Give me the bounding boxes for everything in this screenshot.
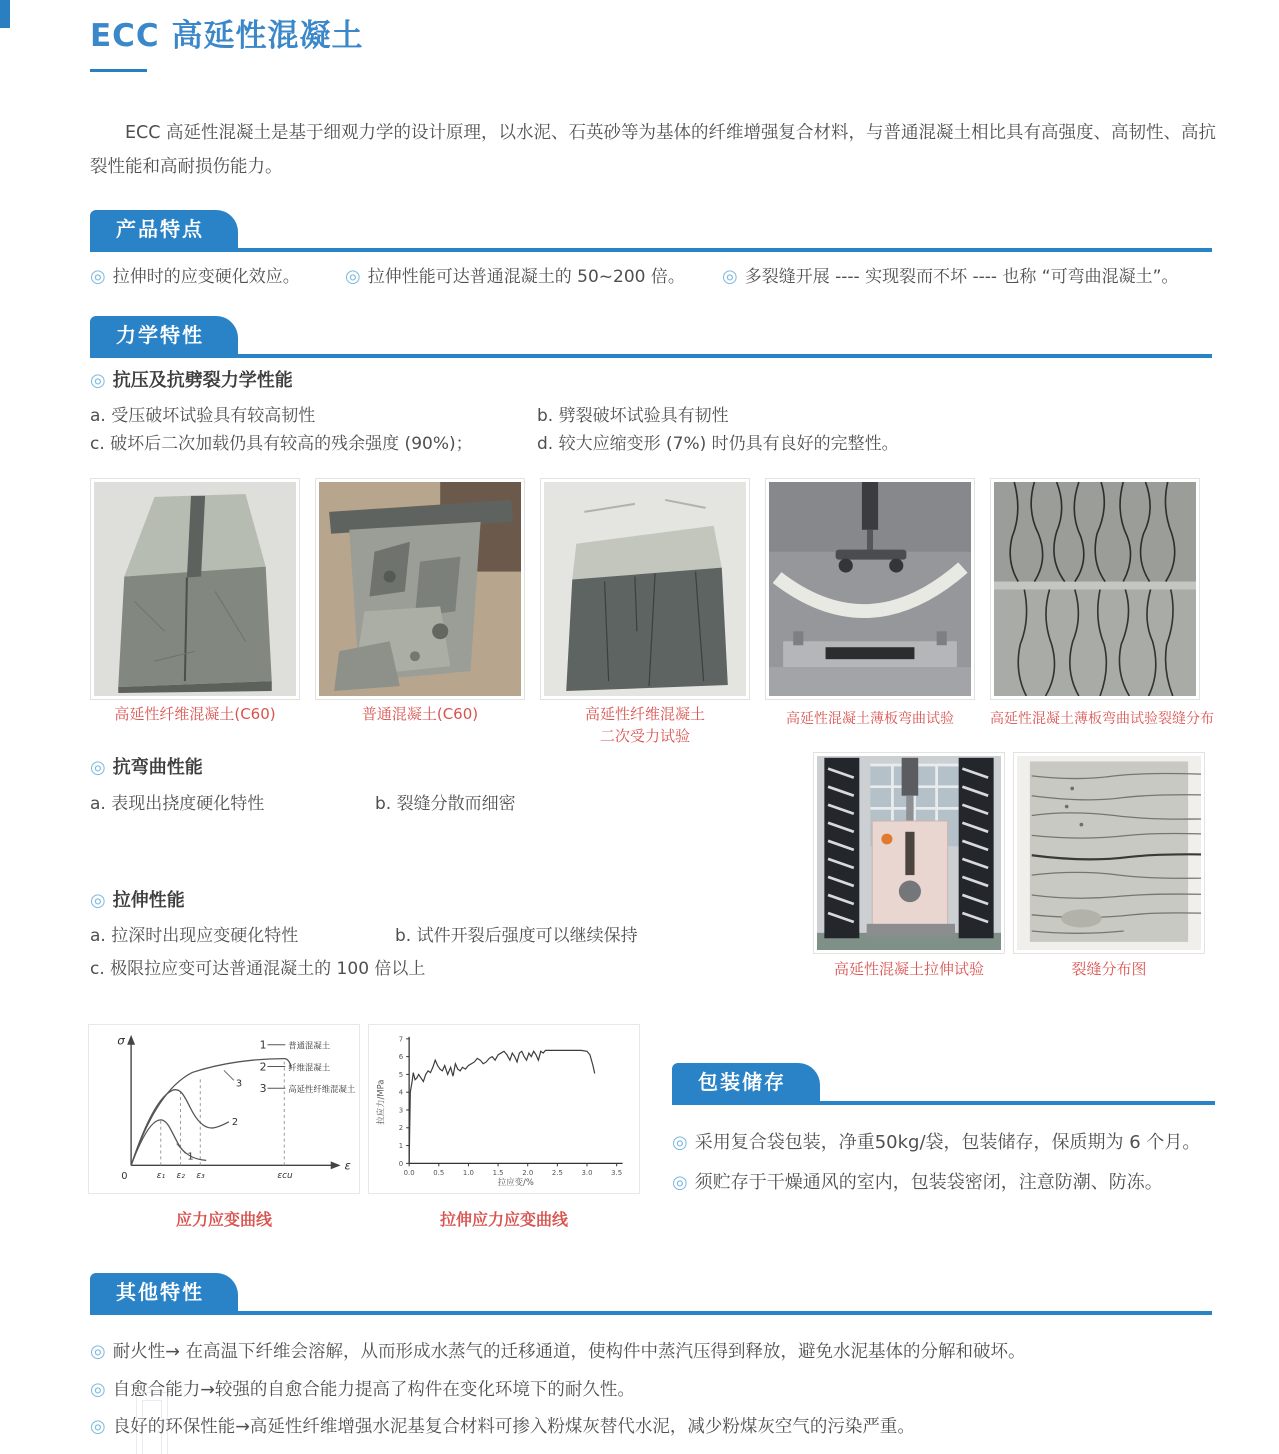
legend-key: 3 <box>259 1082 267 1096</box>
tension-item-a: a. 拉深时出现应变硬化特性 <box>90 926 299 946</box>
background-watermark <box>128 1392 180 1454</box>
compression-heading <box>90 366 293 392</box>
svg-text:0.0: 0.0 <box>403 1169 415 1178</box>
chart2-ylabel: 拉应力/MPa <box>375 1079 386 1125</box>
chart2-xlabel: 拉应变/% <box>497 1177 534 1188</box>
svg-text:2.0: 2.0 <box>522 1169 534 1178</box>
svg-text:6: 6 <box>398 1053 404 1062</box>
compression-heading-text: 抗压及抗劈裂力学性能 <box>112 370 293 391</box>
chart2-data-line <box>409 1050 595 1163</box>
ring-bullet-icon: ◎ <box>90 1416 106 1437</box>
feature-bullet-text: 多裂缝开展 ---- 实现裂而不坏 ---- 也称 “可弯曲混凝土”。 <box>744 267 1179 287</box>
compression-item-c: c. 破坏后二次加载仍具有较高的残余强度 (90%)； <box>90 434 473 454</box>
photo-crack-distribution-art <box>1017 756 1201 950</box>
photo-bending-crack-pattern <box>990 478 1200 700</box>
photo-normal-concrete-art <box>319 482 521 696</box>
corner-accent-bar <box>0 0 10 28</box>
photo-caption <box>540 703 750 747</box>
other-bullet <box>90 1413 915 1438</box>
packaging-bullet <box>672 1168 1163 1194</box>
compression-item-a: a. 受压破坏试验具有较高韧性 <box>90 406 316 426</box>
svg-text:7: 7 <box>398 1035 404 1044</box>
chart1-tick: ε₂ <box>176 1171 185 1182</box>
svg-text:2.5: 2.5 <box>551 1169 563 1178</box>
feature-bullet <box>90 262 300 287</box>
photo-normal-concrete-specimen <box>315 478 525 700</box>
photo-caption <box>813 958 1005 980</box>
section-header-mechanical <box>90 316 238 354</box>
svg-text:0.5: 0.5 <box>433 1169 445 1178</box>
photo-caption-text: 高延性混凝土拉伸试验 <box>833 960 984 978</box>
packaging-bullet-text: 须贮存于干燥通风的室内，包装袋密闭，注意防潮、防冻。 <box>694 1172 1163 1193</box>
legend-key: 1 <box>259 1038 267 1052</box>
photo-ecc-compression-art <box>94 482 296 696</box>
chart1-curve-1 <box>131 1120 206 1165</box>
photo-thin-plate-bending-art <box>769 482 971 696</box>
ring-bullet-icon: ◎ <box>672 1132 688 1153</box>
ring-bullet-icon: ◎ <box>722 266 738 287</box>
photo-caption <box>990 708 1214 730</box>
svg-text:3: 3 <box>398 1106 404 1115</box>
photo-thin-plate-bending-test <box>765 478 975 700</box>
photo-caption-text: 高延性混凝土薄板弯曲试验 <box>786 711 954 727</box>
photo-tensile-machine-art <box>817 756 1001 950</box>
chart1-legend <box>260 1039 356 1095</box>
bending-heading-text: 抗弯曲性能 <box>112 757 203 778</box>
chart2-caption: 拉伸应力应变曲线 <box>439 1210 568 1229</box>
photo-caption <box>765 708 975 730</box>
legend-label: 纤维混凝土 <box>288 1062 331 1073</box>
bending-heading <box>90 753 203 779</box>
chart1-curve-label: 3 <box>235 1078 243 1090</box>
section-header-features <box>90 210 238 248</box>
photo-caption <box>1013 958 1205 980</box>
photo-caption <box>90 703 300 725</box>
photo-crack-distribution-specimen <box>1013 752 1205 954</box>
legend-label: 普通混凝土 <box>288 1040 331 1051</box>
svg-text:1.0: 1.0 <box>462 1169 474 1178</box>
photo-ecc-reload-art <box>544 482 746 696</box>
other-bullet-text: 良好的环保性能→高延性纤维增强水泥基复合材料可掺入粉煤灰替代水泥，减少粉煤灰空气的污染严重。 <box>112 1417 915 1437</box>
chart1-tick: εcu <box>277 1171 293 1182</box>
title-underline <box>90 69 147 72</box>
chart1-origin: 0 <box>121 1171 128 1183</box>
chart1-curve-label: 1 <box>187 1151 194 1163</box>
stress-strain-schematic-chart <box>88 1024 360 1194</box>
feature-bullet-text: 拉伸性能可达普通混凝土的 50~200 倍。 <box>367 267 685 287</box>
svg-text:5: 5 <box>398 1070 404 1079</box>
packaging-bullet <box>672 1128 1200 1154</box>
feature-bullet <box>722 262 1178 287</box>
bending-item-b: b. 裂缝分散而细密 <box>375 794 516 814</box>
other-bullet <box>90 1338 1025 1363</box>
ring-bullet-icon: ◎ <box>90 757 106 778</box>
section-rule-mechanical <box>90 354 1212 358</box>
ring-bullet-icon: ◎ <box>90 890 106 911</box>
compression-item-d: d. 较大应缩变形 (7%) 时仍具有良好的完整性。 <box>537 434 899 454</box>
svg-text:4: 4 <box>398 1088 404 1097</box>
section-header-packaging <box>672 1063 820 1101</box>
legend-label: 高延性纤维混凝土 <box>288 1084 356 1095</box>
intro-paragraph: ECC 高延性混凝土是基于细观力学的设计原理，以水泥、石英砂等为基体的纤维增强复合材料，与普通混凝土相比具有高强度、高韧性、高抗裂性能和高耐损伤能力。 <box>90 123 1217 177</box>
bending-item-a: a. 表现出挠度硬化特性 <box>90 794 265 814</box>
chart1-tick: ε₁ <box>156 1171 166 1182</box>
tensile-stress-strain-svg <box>369 1025 639 1193</box>
chart2-ticks <box>399 1035 622 1177</box>
svg-text:3.5: 3.5 <box>611 1169 623 1178</box>
section-tab-other: 其他特性 <box>90 1273 238 1311</box>
page-title: ECC 高延性混凝土 <box>90 18 364 54</box>
section-rule-packaging <box>672 1101 1215 1105</box>
other-bullet-text: 耐火性→ 在高温下纤维会溶解，从而形成水蒸气的迁移通道，使构件中蒸汽压得到释放，避免水泥基体的分解和破坏。 <box>112 1342 1026 1362</box>
section-header-other <box>90 1273 238 1311</box>
stress-strain-schematic-svg <box>89 1025 359 1193</box>
legend-key: 2 <box>259 1060 267 1074</box>
tension-item-b: b. 试件开裂后强度可以继续保持 <box>395 926 638 946</box>
section-rule-other <box>90 1311 1212 1315</box>
chart1-xlabel: ε <box>344 1158 351 1173</box>
chart1-caption: 应力应变曲线 <box>175 1210 272 1229</box>
tension-heading <box>90 886 185 912</box>
section-rule-features <box>90 248 1212 252</box>
ring-bullet-icon: ◎ <box>90 1379 106 1400</box>
photo-caption-text: 普通混凝土(C60) <box>361 705 479 723</box>
svg-text:1: 1 <box>398 1142 404 1151</box>
photo-ecc-reload-specimen <box>540 478 750 700</box>
photo-caption-text: 高延性纤维混凝土(C60) <box>114 705 276 723</box>
svg-text:0: 0 <box>398 1159 404 1168</box>
section-tab-features: 产品特点 <box>90 210 238 248</box>
feature-bullet-text: 拉伸时的应变硬化效应。 <box>112 267 300 287</box>
chart1-tick: ε₃ <box>196 1171 205 1182</box>
tensile-stress-strain-chart <box>368 1024 640 1194</box>
ring-bullet-icon: ◎ <box>90 370 106 391</box>
section-tab-mechanical: 力学特性 <box>90 316 238 354</box>
photo-caption-text: 二次受力试验 <box>599 727 690 745</box>
photo-caption-text: 裂缝分布图 <box>1071 960 1147 978</box>
photo-bending-crack-art <box>994 482 1196 696</box>
chart1-curve-3 <box>131 1059 291 1166</box>
svg-text:2: 2 <box>398 1124 404 1133</box>
ring-bullet-icon: ◎ <box>90 1341 106 1362</box>
svg-text:1.5: 1.5 <box>492 1169 504 1178</box>
tension-heading-text: 拉伸性能 <box>112 890 185 911</box>
photo-caption <box>315 703 525 725</box>
photo-caption-text: 高延性混凝土薄板弯曲试验裂缝分布 <box>990 711 1214 727</box>
photo-caption-text: 高延性纤维混凝土 <box>584 705 705 723</box>
packaging-bullet-text: 采用复合袋包装，净重50kg/袋，包装储存，保质期为 6 个月。 <box>694 1132 1201 1153</box>
ring-bullet-icon: ◎ <box>345 266 361 287</box>
chart1-curve-label: 2 <box>231 1116 239 1128</box>
chart1-ylabel: σ <box>117 1033 125 1048</box>
tension-item-c: c. 极限拉应变可达普通混凝土的 100 倍以上 <box>90 959 426 979</box>
compression-item-b: b. 劈裂破坏试验具有韧性 <box>537 406 729 426</box>
ring-bullet-icon: ◎ <box>672 1172 688 1193</box>
ring-bullet-icon: ◎ <box>90 266 106 287</box>
svg-text:3.0: 3.0 <box>581 1169 593 1178</box>
feature-bullet <box>345 262 685 287</box>
photo-ecc-compression-specimen <box>90 478 300 700</box>
other-bullet-text: 自愈合能力→较强的自愈合能力提高了构件在变化环境下的耐久性。 <box>112 1380 635 1400</box>
photo-tensile-test-machine <box>813 752 1005 954</box>
section-tab-packaging: 包装储存 <box>672 1063 820 1101</box>
